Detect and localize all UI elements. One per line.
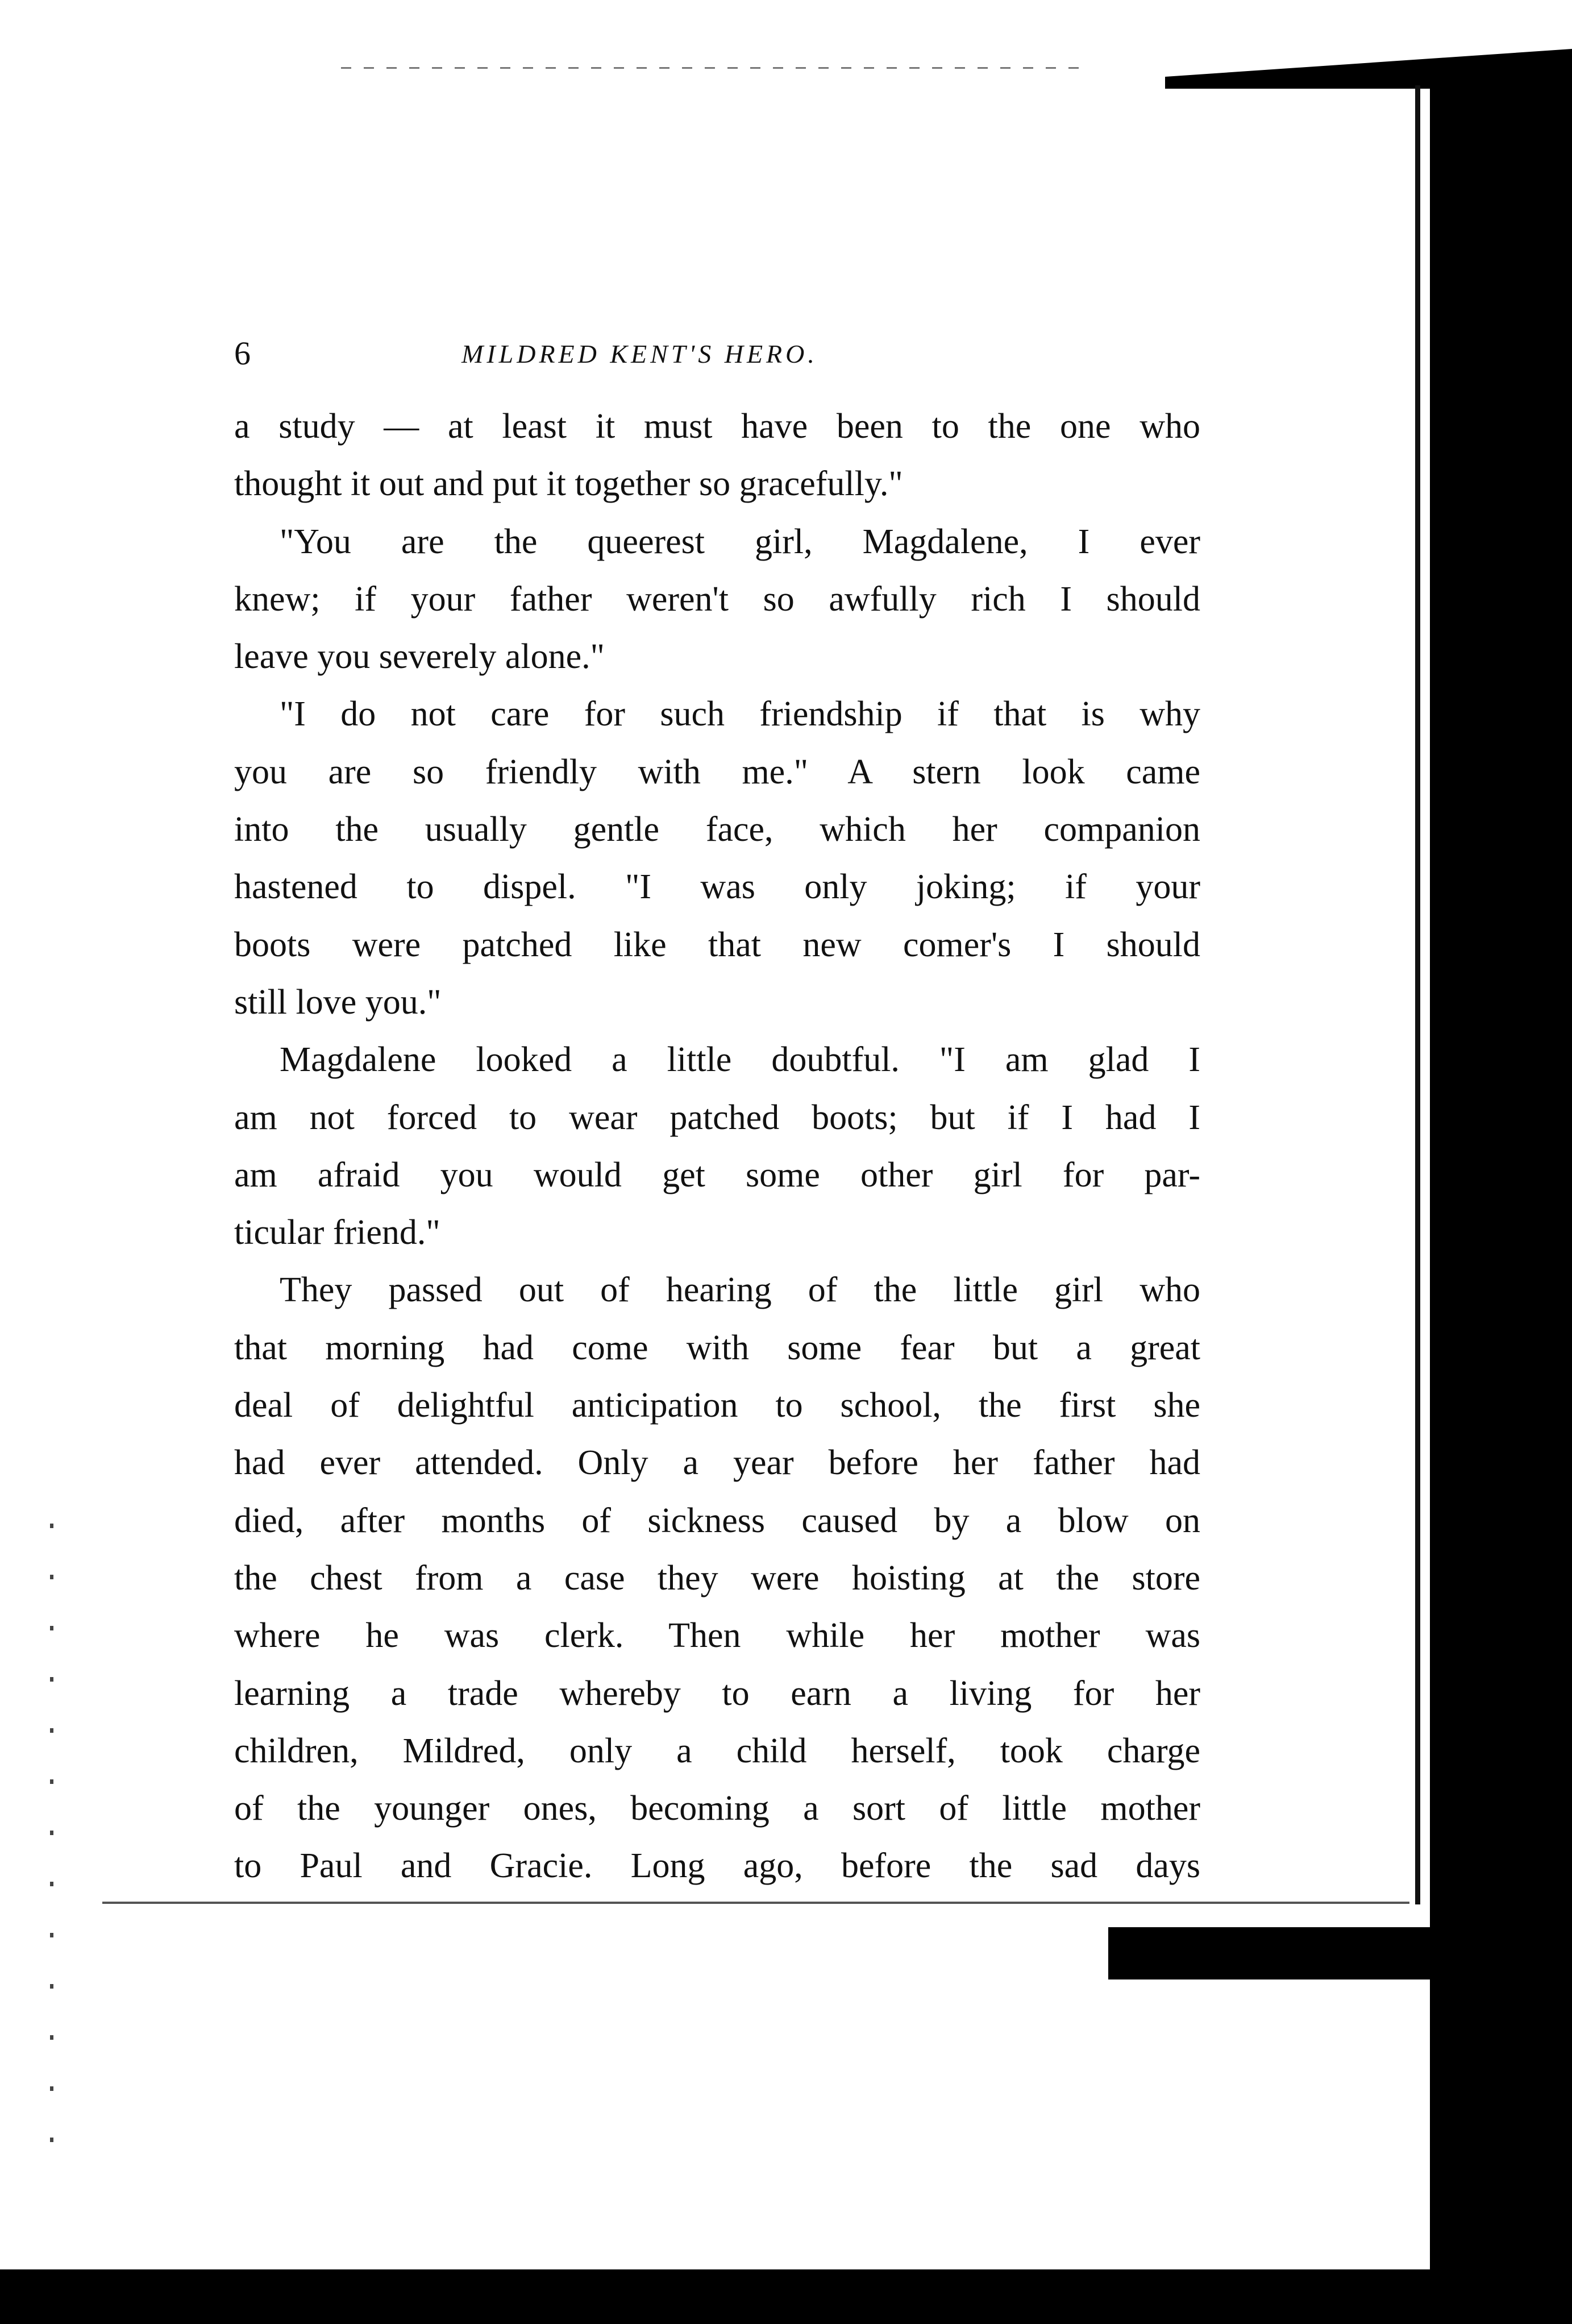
text-line: thought it out and put it together so gracefully." bbox=[234, 464, 903, 504]
text-line: a study — at least it must have been to the one who bbox=[234, 407, 1200, 446]
text-line: to Paul and Gracie. Long ago, before the sad days bbox=[234, 1846, 1200, 1886]
text-line: children, Mildred, only a child herself, took charge bbox=[234, 1731, 1200, 1770]
text-line: into the usually gentle face, which her companion bbox=[234, 810, 1200, 849]
text-line: learning a trade whereby to earn a living for her bbox=[234, 1674, 1200, 1713]
text-line: had ever attended. Only a year before her father had bbox=[234, 1443, 1200, 1483]
running-title: MILDRED KENT'S HERO. bbox=[461, 339, 818, 368]
text-line: "You are the queerest girl, Magdalene, I ever bbox=[280, 522, 1200, 561]
text-line: boots were patched like that new comer's I should bbox=[234, 925, 1200, 964]
text-line: still love you." bbox=[234, 982, 442, 1022]
bottom-scan-rule bbox=[102, 1902, 1409, 1904]
text-line: ticular friend." bbox=[234, 1213, 440, 1252]
text-line: knew; if your father weren't so awfully rich I should bbox=[234, 579, 1200, 619]
text-line: am not forced to wear patched boots; but if I had I bbox=[234, 1098, 1200, 1137]
scan-specks bbox=[50, 1524, 53, 2149]
scan-shadow-right bbox=[1430, 80, 1572, 2274]
text-line: you are so friendly with me." A stern look came bbox=[234, 752, 1200, 791]
text-line: Magdalene looked a little doubtful. "I am glad I bbox=[280, 1040, 1200, 1080]
text-line: that morning had come with some fear but a great bbox=[234, 1328, 1200, 1367]
scan-smudge bbox=[341, 67, 1080, 69]
text-line: They passed out of hearing of the little girl who bbox=[280, 1271, 1200, 1310]
text-line: where he was clerk. Then while her mother was bbox=[234, 1616, 1200, 1655]
text-line: "I do not care for such friendship if that is why bbox=[280, 695, 1200, 734]
text-line: deal of delightful anticipation to school, the first she bbox=[234, 1386, 1200, 1425]
running-head bbox=[234, 334, 1246, 380]
text-line: hastened to dispel. "I was only joking; if your bbox=[234, 868, 1200, 907]
page-edge-line bbox=[1415, 85, 1420, 1904]
text-line: died, after months of sickness caused by a blow on bbox=[234, 1501, 1200, 1540]
text-line: leave you severely alone." bbox=[234, 637, 605, 677]
text-line: of the younger ones, becoming a sort of little mother bbox=[234, 1789, 1200, 1828]
page-number: 6 bbox=[234, 335, 251, 372]
body-text bbox=[234, 398, 1200, 1895]
scan-shadow-bottom bbox=[1108, 1927, 1449, 1979]
text-line: the chest from a case they were hoisting at the store bbox=[234, 1558, 1200, 1597]
text-line: am afraid you would get some other girl for par- bbox=[234, 1155, 1200, 1194]
